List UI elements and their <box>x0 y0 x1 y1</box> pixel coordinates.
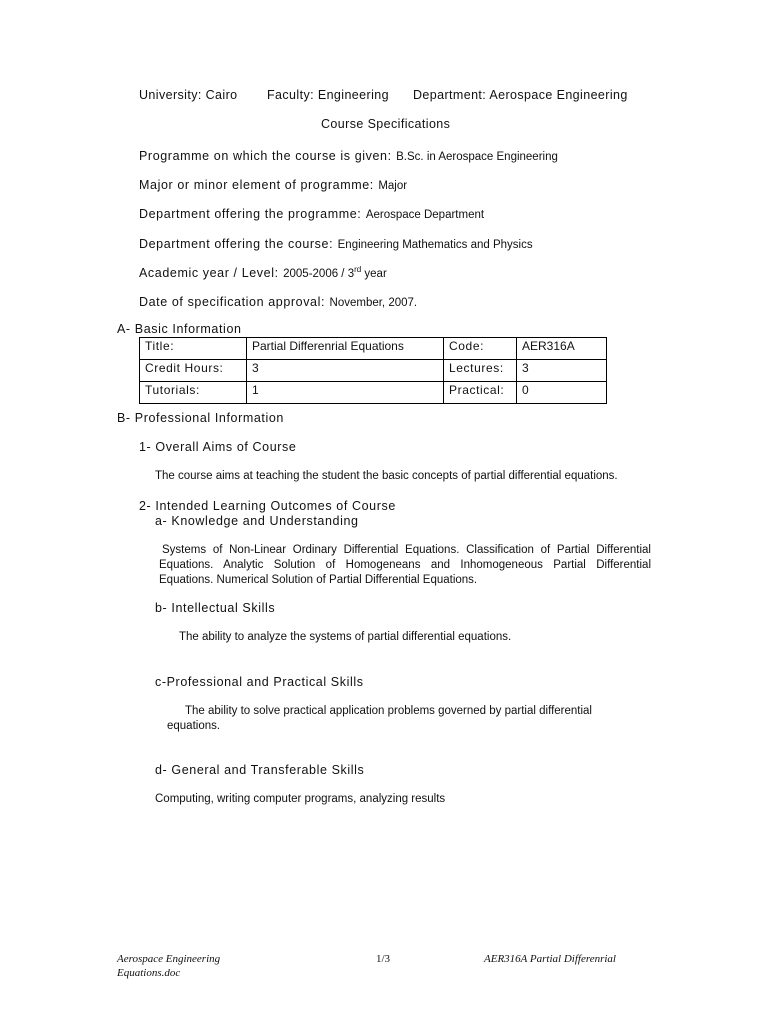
lectures-label-cell: Lectures: <box>444 360 517 382</box>
practical-skills-text-2: equations. <box>167 720 221 732</box>
basic-info-table <box>139 337 607 404</box>
approval-line <box>139 293 417 311</box>
credit-value-cell: 3 <box>247 360 444 382</box>
intellectual-text: The ability to analyze the systems of partial differential equations. <box>179 631 512 643</box>
university-label: University: Cairo <box>139 88 238 102</box>
tutorials-value-cell: 1 <box>247 382 444 404</box>
code-label-cell: Code: <box>444 338 517 360</box>
approval-label: Date of specification approval: <box>139 295 326 309</box>
lectures-value-cell: 3 <box>517 360 607 382</box>
dept-course-value: Engineering Mathematics and Physics <box>337 239 533 251</box>
intellectual-heading: b- Intellectual Skills <box>155 601 276 615</box>
practical-label-cell: Practical: <box>444 382 517 404</box>
knowledge-heading: a- Knowledge and Understanding <box>155 514 359 528</box>
practical-value-cell: 0 <box>517 382 607 404</box>
footer-right: AER316A Partial Differenrial <box>484 953 616 965</box>
element-line <box>139 176 407 194</box>
programme-value: B.Sc. in Aerospace Engineering <box>396 151 558 163</box>
faculty-label: Faculty: Engineering <box>267 88 389 102</box>
academic-year-line <box>139 264 387 282</box>
dept-programme-label: Department offering the programme: <box>139 207 362 221</box>
footer-left-line-2: Equations.doc <box>117 967 181 979</box>
tutorials-label-cell: Tutorials: <box>140 382 247 404</box>
element-value: Major <box>378 180 408 192</box>
dept-programme-value: Aerospace Department <box>365 209 485 221</box>
practical-skills-heading: c-Professional and Practical Skills <box>155 675 364 689</box>
general-skills-heading: d- General and Transferable Skills <box>155 763 365 777</box>
department-label: Department: Aerospace Engineering <box>413 88 628 102</box>
credit-label-cell: Credit Hours: <box>140 360 247 382</box>
table-row <box>140 360 607 382</box>
document-title: Course Specifications <box>321 117 451 131</box>
title-label-cell: Title: <box>140 338 247 360</box>
academic-year-label: Academic year / Level: <box>139 266 279 280</box>
code-value-cell: AER316A <box>517 338 607 360</box>
footer-left <box>117 952 220 980</box>
practical-skills-text-1: The ability to solve practical application problems governed by partial differential <box>185 705 592 717</box>
general-skills-text: Computing, writing computer programs, analyzing results <box>155 793 446 805</box>
academic-year-value: 2005-2006 / 3rd year <box>283 265 387 280</box>
element-label: Major or minor element of programme: <box>139 178 374 192</box>
basic-info-heading: A- Basic Information <box>117 322 242 336</box>
professional-heading: B- Professional Information <box>117 411 284 425</box>
footer-page-number: 1/3 <box>376 953 391 965</box>
dept-programme-line <box>139 205 484 223</box>
programme-label: Programme on which the course is given: <box>139 149 392 163</box>
title-value-cell: Partial Differenrial Equations <box>247 338 444 360</box>
footer-left-line-1: Aerospace Engineering <box>117 953 221 965</box>
aims-text: The course aims at teaching the student the basic concepts of partial differential equations. <box>155 470 618 482</box>
knowledge-text: Systems of Non-Linear Ordinary Differential Equations. Classification of Partial Differential Equations. Analytic Solution of Homogeneans and Inhomogeneous Partial Differential Equations. Numerical Solution of Partial Differential Equations. <box>159 544 651 586</box>
aims-heading: 1- Overall Aims of Course <box>139 440 297 454</box>
programme-line <box>139 147 558 165</box>
dept-course-label: Department offering the course: <box>139 237 334 251</box>
table-row <box>140 338 607 360</box>
table-row <box>140 382 607 404</box>
approval-value: November, 2007. <box>329 297 418 309</box>
ilo-heading: 2- Intended Learning Outcomes of Course <box>139 499 396 513</box>
dept-course-line <box>139 235 533 253</box>
